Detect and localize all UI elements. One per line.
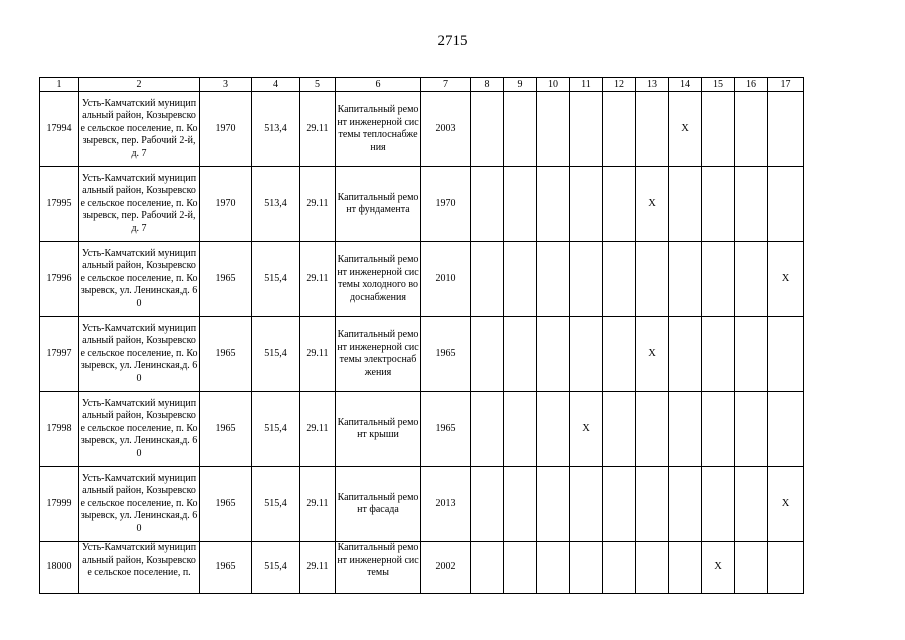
mark-cell-col-11: X [570, 392, 603, 467]
row-id-cell: 17995 [40, 167, 79, 242]
code-cell: 29.11 [300, 392, 336, 467]
mark-cell-col-12 [603, 167, 636, 242]
year-built-cell: 1965 [200, 392, 252, 467]
mark-cell-col-11 [570, 242, 603, 317]
mark-cell-col-9 [504, 92, 537, 167]
column-header-9: 9 [504, 78, 537, 92]
mark-cell-col-14 [669, 167, 702, 242]
column-header-8: 8 [471, 78, 504, 92]
address-cell: Усть-Камчатский муниципальный район, Козыревское сельское поселение, п. Козыревск, ул. Ленинская,д. 60 [79, 392, 200, 467]
mark-cell-col-16 [735, 317, 768, 392]
column-header-10: 10 [537, 78, 570, 92]
work-year-cell: 1970 [421, 167, 471, 242]
mark-cell-col-16 [735, 167, 768, 242]
mark-cell-col-15 [702, 92, 735, 167]
work-year-cell: 1965 [421, 317, 471, 392]
column-header-14: 14 [669, 78, 702, 92]
work-type-cell: Капитальный ремонт инженерной системы теплоснабжения [336, 92, 421, 167]
address-cell: Усть-Камчатский муниципальный район, Козыревское сельское поселение, п. [79, 542, 200, 594]
mark-cell-col-11 [570, 467, 603, 542]
code-cell: 29.11 [300, 542, 336, 594]
mark-cell-col-12 [603, 392, 636, 467]
mark-cell-col-17: X [768, 467, 804, 542]
code-cell: 29.11 [300, 467, 336, 542]
code-cell: 29.11 [300, 167, 336, 242]
mark-cell-col-10 [537, 317, 570, 392]
mark-cell-col-13 [636, 92, 669, 167]
mark-cell-col-15 [702, 317, 735, 392]
mark-cell-col-16 [735, 242, 768, 317]
mark-cell-col-16 [735, 542, 768, 594]
mark-cell-col-8 [471, 392, 504, 467]
address-cell: Усть-Камчатский муниципальный район, Козыревское сельское поселение, п. Козыревск, пер. Рабочий 2-й,д. 7 [79, 167, 200, 242]
mark-cell-col-11 [570, 542, 603, 594]
mark-cell-col-8 [471, 542, 504, 594]
mark-cell-col-9 [504, 167, 537, 242]
mark-cell-col-13 [636, 467, 669, 542]
work-year-cell: 2003 [421, 92, 471, 167]
page-number: 2715 [437, 33, 468, 49]
code-cell: 29.11 [300, 242, 336, 317]
work-type-cell: Капитальный ремонт фундамента [336, 167, 421, 242]
mark-cell-col-13 [636, 392, 669, 467]
mark-cell-col-14 [669, 317, 702, 392]
mark-cell-col-17 [768, 167, 804, 242]
work-type-cell: Капитальный ремонт инженерной системы [336, 542, 421, 594]
mark-cell-col-10 [537, 467, 570, 542]
column-header-13: 13 [636, 78, 669, 92]
row-id-cell: 17998 [40, 392, 79, 467]
column-header-5: 5 [300, 78, 336, 92]
address-cell: Усть-Камчатский муниципальный район, Козыревское сельское поселение, п. Козыревск, ул. Ленинская,д. 60 [79, 242, 200, 317]
address-cell: Усть-Камчатский муниципальный район, Козыревское сельское поселение, п. Козыревск, ул. Ленинская,д. 60 [79, 467, 200, 542]
area-cell: 513,4 [252, 92, 300, 167]
row-id-cell: 18000 [40, 542, 79, 594]
column-header-16: 16 [735, 78, 768, 92]
column-header-2: 2 [79, 78, 200, 92]
mark-cell-col-8 [471, 317, 504, 392]
mark-cell-col-8 [471, 167, 504, 242]
column-header-15: 15 [702, 78, 735, 92]
work-year-cell: 2002 [421, 542, 471, 594]
work-year-cell: 2013 [421, 467, 471, 542]
year-built-cell: 1970 [200, 92, 252, 167]
work-type-cell: Капитальный ремонт фасада [336, 467, 421, 542]
area-cell: 515,4 [252, 392, 300, 467]
mark-cell-col-9 [504, 467, 537, 542]
mark-cell-col-15 [702, 467, 735, 542]
row-id-cell: 17996 [40, 242, 79, 317]
table-row [40, 242, 804, 317]
mark-cell-col-9 [504, 242, 537, 317]
mark-cell-col-11 [570, 92, 603, 167]
mark-cell-col-9 [504, 392, 537, 467]
mark-cell-col-9 [504, 542, 537, 594]
mark-cell-col-15 [702, 167, 735, 242]
work-type-cell: Капитальный ремонт инженерной системы холодного водоснабжения [336, 242, 421, 317]
year-built-cell: 1965 [200, 542, 252, 594]
mark-cell-col-10 [537, 92, 570, 167]
row-id-cell: 17999 [40, 467, 79, 542]
mark-cell-col-17 [768, 317, 804, 392]
mark-cell-col-12 [603, 242, 636, 317]
mark-cell-col-9 [504, 317, 537, 392]
column-header-3: 3 [200, 78, 252, 92]
mark-cell-col-8 [471, 92, 504, 167]
header-row [40, 78, 804, 92]
table-row [40, 542, 804, 594]
mark-cell-col-10 [537, 392, 570, 467]
mark-cell-col-17 [768, 542, 804, 594]
work-year-cell: 2010 [421, 242, 471, 317]
table-row [40, 317, 804, 392]
year-built-cell: 1965 [200, 317, 252, 392]
mark-cell-col-10 [537, 167, 570, 242]
mark-cell-col-8 [471, 242, 504, 317]
column-header-4: 4 [252, 78, 300, 92]
mark-cell-col-16 [735, 392, 768, 467]
mark-cell-col-15 [702, 392, 735, 467]
mark-cell-col-13 [636, 542, 669, 594]
column-header-1: 1 [40, 78, 79, 92]
registry-table [39, 77, 804, 594]
mark-cell-col-12 [603, 467, 636, 542]
mark-cell-col-17: X [768, 242, 804, 317]
work-year-cell: 1965 [421, 392, 471, 467]
mark-cell-col-16 [735, 92, 768, 167]
row-id-cell: 17994 [40, 92, 79, 167]
table-row [40, 467, 804, 542]
year-built-cell: 1965 [200, 242, 252, 317]
mark-cell-col-11 [570, 167, 603, 242]
year-built-cell: 1965 [200, 467, 252, 542]
area-cell: 515,4 [252, 242, 300, 317]
mark-cell-col-13 [636, 242, 669, 317]
mark-cell-col-14: X [669, 92, 702, 167]
mark-cell-col-12 [603, 317, 636, 392]
table-row [40, 167, 804, 242]
work-type-cell: Капитальный ремонт крыши [336, 392, 421, 467]
mark-cell-col-13: X [636, 317, 669, 392]
mark-cell-col-8 [471, 467, 504, 542]
mark-cell-col-14 [669, 392, 702, 467]
mark-cell-col-10 [537, 242, 570, 317]
column-header-7: 7 [421, 78, 471, 92]
mark-cell-col-11 [570, 317, 603, 392]
mark-cell-col-15 [702, 242, 735, 317]
column-header-12: 12 [603, 78, 636, 92]
area-cell: 513,4 [252, 167, 300, 242]
area-cell: 515,4 [252, 467, 300, 542]
column-header-6: 6 [336, 78, 421, 92]
mark-cell-col-14 [669, 242, 702, 317]
mark-cell-col-14 [669, 467, 702, 542]
column-header-17: 17 [768, 78, 804, 92]
mark-cell-col-13: X [636, 167, 669, 242]
work-type-cell: Капитальный ремонт инженерной системы электроснабжения [336, 317, 421, 392]
mark-cell-col-15: X [702, 542, 735, 594]
row-id-cell: 17997 [40, 317, 79, 392]
year-built-cell: 1970 [200, 167, 252, 242]
mark-cell-col-12 [603, 92, 636, 167]
area-cell: 515,4 [252, 317, 300, 392]
mark-cell-col-17 [768, 392, 804, 467]
mark-cell-col-17 [768, 92, 804, 167]
table-row [40, 392, 804, 467]
code-cell: 29.11 [300, 317, 336, 392]
area-cell: 515,4 [252, 542, 300, 594]
mark-cell-col-12 [603, 542, 636, 594]
address-cell: Усть-Камчатский муниципальный район, Козыревское сельское поселение, п. Козыревск, ул. Ленинская,д. 60 [79, 317, 200, 392]
table-row [40, 92, 804, 167]
table-body [40, 78, 804, 594]
mark-cell-col-14 [669, 542, 702, 594]
code-cell: 29.11 [300, 92, 336, 167]
mark-cell-col-10 [537, 542, 570, 594]
column-header-11: 11 [570, 78, 603, 92]
address-cell: Усть-Камчатский муниципальный район, Козыревское сельское поселение, п. Козыревск, пер. Рабочий 2-й,д. 7 [79, 92, 200, 167]
mark-cell-col-16 [735, 467, 768, 542]
